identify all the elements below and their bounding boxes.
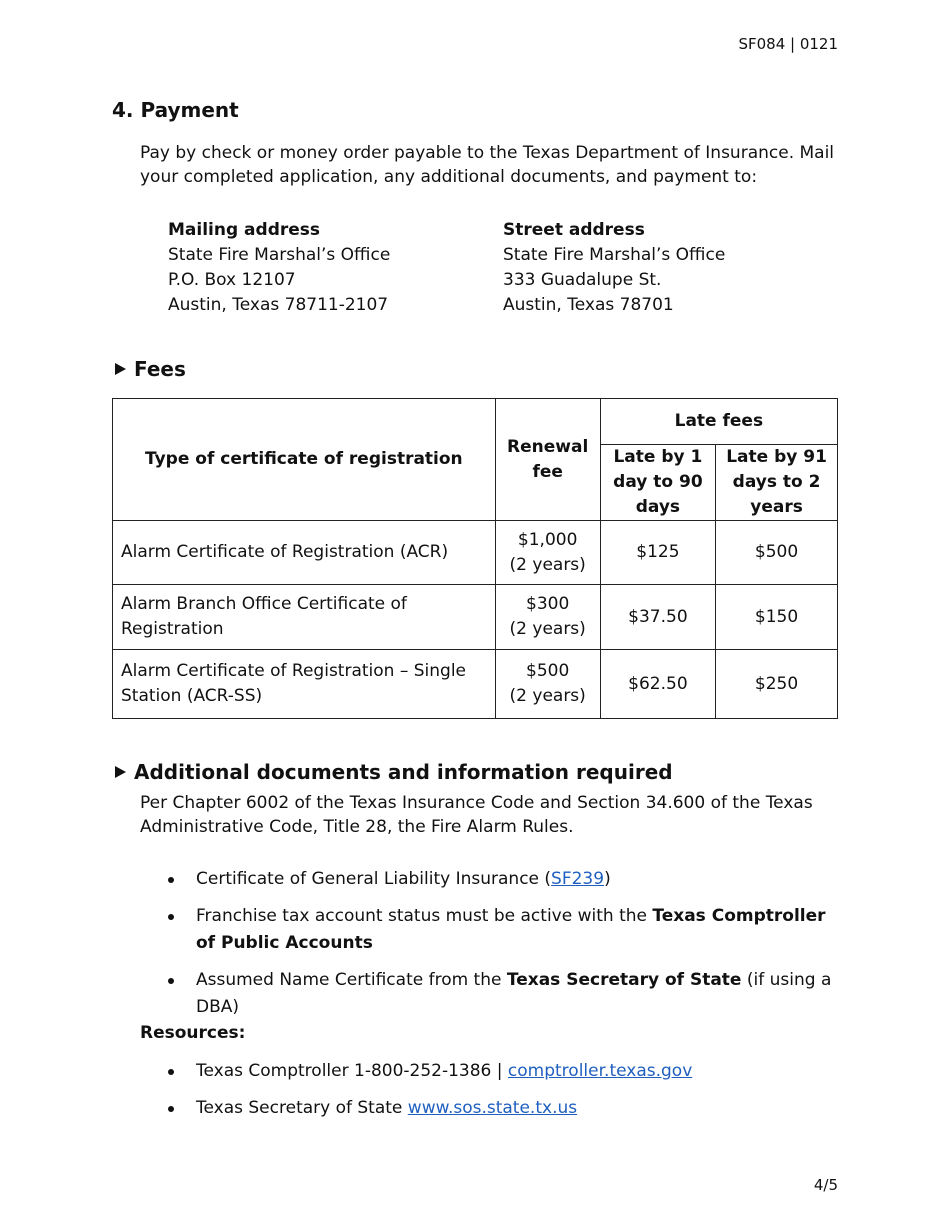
mailing-address-line: State Fire Marshal’s Office <box>168 245 391 265</box>
cell-late-2: $150 <box>716 585 838 650</box>
payment-instructions: Pay by check or money order payable to the Texas Department of Insurance. Mail your completed application, any additional documents, and payment to: <box>140 143 835 187</box>
mailing-address-title: Mailing address <box>168 220 321 240</box>
item-text: Franchise tax account status must be active with the <box>196 906 653 926</box>
renewal-term: (2 years) <box>509 686 586 706</box>
list-item <box>168 1058 848 1085</box>
item-text: (if using a DBA) <box>196 970 832 1017</box>
list-item <box>168 967 848 1021</box>
documents-intro: Per Chapter 6002 of the Texas Insurance Code and Section 34.600 of the Texas Administrative Code, Title 28, the Fire Alarm Rules. <box>140 793 813 837</box>
header-type: Type of certificate of registration <box>113 399 496 521</box>
documents-heading-label: Additional documents and information required <box>134 760 673 784</box>
fees-heading <box>115 357 186 381</box>
bullet-icon <box>168 877 174 883</box>
renewal-term: (2 years) <box>509 619 586 639</box>
street-address-line: State Fire Marshal’s Office <box>503 245 726 265</box>
cell-late-2: $250 <box>716 650 838 719</box>
fees-table <box>112 398 838 719</box>
cell-type: Alarm Certificate of Registration (ACR) <box>113 521 496 585</box>
table-row <box>113 585 838 650</box>
page-number: 4/5 <box>813 1176 838 1194</box>
item-text: Texas Comptroller 1-800-252-1386 | <box>196 1061 508 1081</box>
section-heading: 4. Payment <box>112 98 239 122</box>
mailing-address-line: P.O. Box 12107 <box>168 270 296 290</box>
cell-type: Alarm Certificate of Registration – Single Station (ACR-SS) <box>113 650 496 719</box>
item-bold: Texas Secretary of State <box>506 970 742 990</box>
resources-label: Resources: <box>140 1023 246 1043</box>
list-item <box>168 903 848 957</box>
cell-late-2: $500 <box>716 521 838 585</box>
item-text: Assumed Name Certificate from the <box>196 970 507 990</box>
bullet-icon <box>168 914 174 920</box>
street-address <box>503 218 725 318</box>
mailing-address <box>168 218 390 318</box>
cell-renewal <box>495 521 600 585</box>
renewal-term: (2 years) <box>509 554 586 575</box>
table-row <box>113 650 838 719</box>
cell-late-1: $37.50 <box>600 585 715 650</box>
sos-link[interactable]: www.sos.state.tx.us <box>407 1098 578 1118</box>
header-late-2: Late by 91 days to 2 years <box>716 445 838 521</box>
renewal-amount: $1,000 <box>517 529 578 550</box>
table-row <box>113 521 838 585</box>
bullet-icon <box>168 978 174 984</box>
cell-late-1: $125 <box>600 521 715 585</box>
renewal-amount: $500 <box>526 661 570 681</box>
mailing-address-line: Austin, Texas 78711-2107 <box>168 295 389 315</box>
form-code: SF084 | 0121 <box>738 35 838 53</box>
cell-late-1: $62.50 <box>600 650 715 719</box>
sf239-link[interactable]: SF239 <box>551 869 605 889</box>
cell-type: Alarm Branch Office Certificate of Registration <box>113 585 496 650</box>
documents-heading <box>115 760 673 784</box>
item-bold: Texas Comptroller of Public Accounts <box>196 906 826 953</box>
list-item <box>168 866 848 893</box>
street-address-title: Street address <box>503 220 645 240</box>
cell-renewal <box>495 650 600 719</box>
header-late-fees: Late fees <box>600 399 837 445</box>
header-renewal: Renewal fee <box>495 399 600 521</box>
street-address-line: Austin, Texas 78701 <box>503 295 674 315</box>
cell-renewal <box>495 585 600 650</box>
bullet-icon <box>168 1069 174 1075</box>
fees-heading-label: Fees <box>134 357 186 381</box>
resources-list <box>168 1058 848 1132</box>
renewal-amount: $300 <box>526 594 570 614</box>
street-address-line: 333 Guadalupe St. <box>503 270 662 290</box>
comptroller-link[interactable]: comptroller.texas.gov <box>507 1061 693 1081</box>
header-late-1: Late by 1 day to 90 days <box>600 445 715 521</box>
item-text: Texas Secretary of State <box>196 1098 408 1118</box>
bullet-icon <box>168 1106 174 1112</box>
item-text: ) <box>604 869 611 889</box>
triangle-right-icon <box>115 766 126 778</box>
documents-list <box>168 866 848 1031</box>
item-text: Certificate of General Liability Insurance ( <box>196 869 552 889</box>
triangle-right-icon <box>115 363 126 375</box>
list-item <box>168 1095 848 1122</box>
